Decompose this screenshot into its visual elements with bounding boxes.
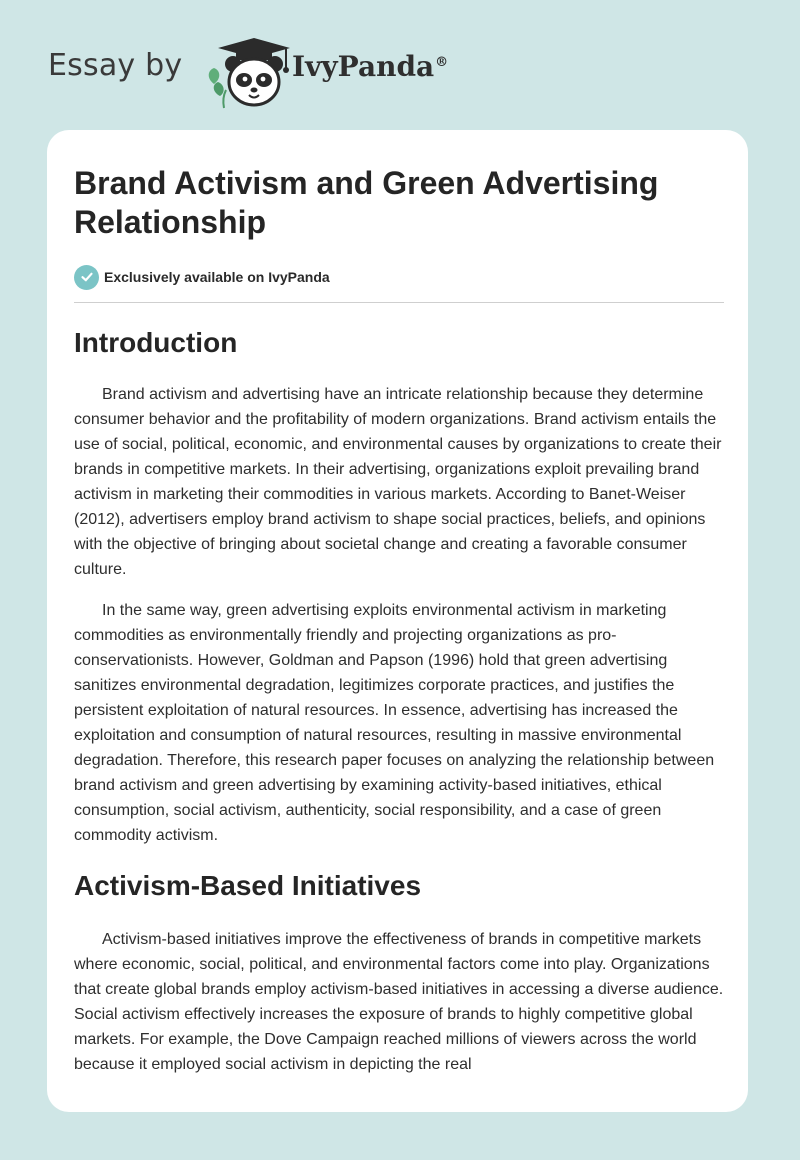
paragraph: In the same way, green advertising exploits environmental activism in marketing commodities as environmentally friendly and projecting organizations as pro-conservationists. However, Goldman and Papson (1996) hold that green advertising sanitizes environmental degradation, legitimizes corporate practices, and justifies the persistent exploitation of natural resources. In essence, advertising has increased the exploitation and consumption of natural resources, resulting in massive environmental degradation. Therefore, this research paper focuses on analyzing the relationship between brand activism and green advertising by examining activity-based initiatives, ethical consumption, social activism, authenticity, social responsibility, and a case of green commodity activism.	[74, 602, 715, 844]
title-divider	[74, 302, 724, 303]
essay-content	[74, 164, 724, 1077]
check-circle-icon	[74, 265, 99, 290]
brand-name[interactable]	[292, 50, 448, 83]
registered-mark: ®	[435, 54, 449, 70]
paragraph: Activism-based initiatives improve the effectiveness of brands in competitive markets where economic, social, political, and environmental factors come into play. Organizations that create global brands employ activism-based initiatives in accessing a diverse audience. Social activism effectively increases the exposure of brands to highly competitive global markets. For example, the Dove Campaign reached millions of viewers across the world because it employed social activism in depicting the real	[74, 931, 724, 1073]
paragraph: Brand activism and advertising have an intricate relationship because they determine consumer behavior and the profitability of modern organizations. Brand activism entails the use of social, political, economic, and environmental causes by organizations to create their brands in competitive markets. In their advertising, organizations exploit prevailing brand activism in marketing their commodities in various markets. According to Banet-Weiser (2012), advertisers employ brand activism to shape social practices, beliefs, and opinions with the objective of bringing about societal change and creating a favorable consumer culture.	[74, 386, 722, 578]
essay-by-label: Essay by	[48, 48, 183, 83]
site-header	[48, 34, 508, 114]
section-heading-introduction: Introduction	[74, 327, 238, 358]
section-heading-activism-based-initiatives: Activism-Based Initiatives	[74, 870, 422, 901]
panda-graduate-icon[interactable]	[200, 34, 296, 110]
badge-label: Exclusively available on IvyPanda	[104, 269, 330, 285]
essay-title: Brand Activism and Green Advertising Relationship	[74, 165, 659, 240]
exclusive-badge	[74, 264, 724, 290]
brand-name-text: IvyPanda	[292, 50, 435, 83]
essay-card	[47, 130, 748, 1112]
